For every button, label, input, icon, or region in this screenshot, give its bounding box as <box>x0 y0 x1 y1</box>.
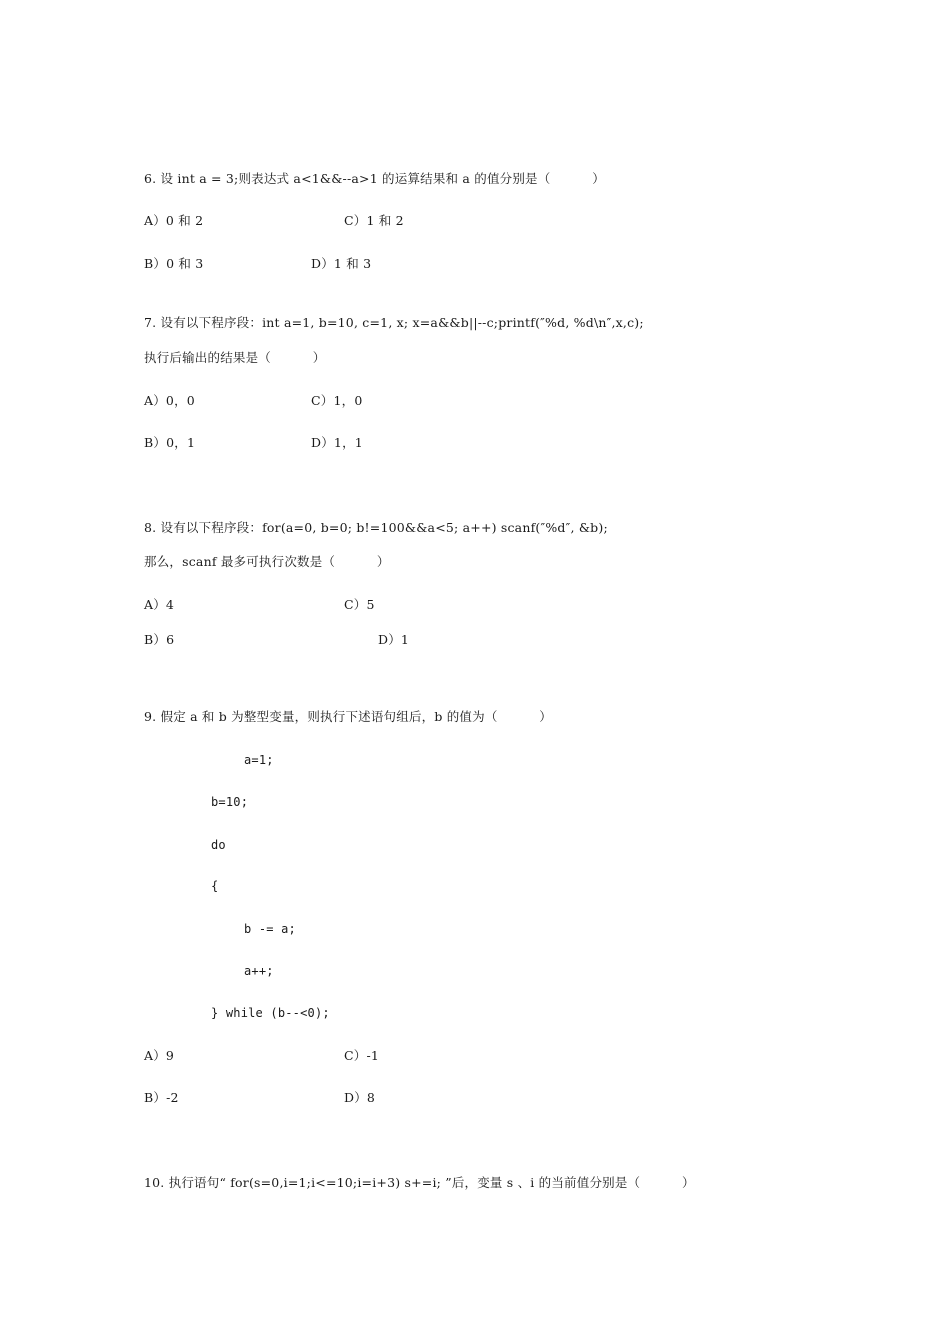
q9-code-line: { <box>211 879 219 893</box>
q9-code-line: b -= a; <box>244 922 296 936</box>
q9-option-b: B）-2 <box>144 1090 179 1105</box>
q6-option-d: D）1 和 3 <box>311 256 372 271</box>
q7-option-c: C）1，0 <box>311 393 363 408</box>
q7-stem-line2: 执行后输出的结果是（ ） <box>144 350 326 365</box>
q6-option-a: A）0 和 2 <box>144 213 204 228</box>
q8-option-c: C）5 <box>344 597 375 612</box>
q9-code-line: a++; <box>244 964 274 978</box>
q6-stem: 6. 设 int a = 3;则表达式 a<1&&--a>1 的运算结果和 a 的值分别是（ ） <box>144 171 605 186</box>
q8-option-d: D）1 <box>378 632 410 647</box>
q9-option-c: C）-1 <box>344 1048 380 1063</box>
q9-code-line: } while (b--<0); <box>211 1006 330 1020</box>
q8-stem: 8. 设有以下程序段：for(a=0, b=0; b!=100&&a<5; a++) scanf(″%d″, &b); <box>144 520 608 535</box>
q7-stem: 7. 设有以下程序段：int a=1, b=10, c=1, x; x=a&&b||--c;printf(″%d, %d\n″,x,c); <box>144 315 644 330</box>
q8-stem-line2: 那么，scanf 最多可执行次数是（ ） <box>144 554 390 569</box>
q9-code-line: a=1; <box>244 753 274 767</box>
q7-option-d: D）1，1 <box>311 435 363 450</box>
q8-option-a: A）4 <box>144 597 175 612</box>
q7-option-a: A）0，0 <box>144 393 195 408</box>
q9-option-a: A）9 <box>144 1048 175 1063</box>
q9-code-line: do <box>211 838 226 852</box>
q10-stem: 10. 执行语句“ for(s=0,i=1;i<=10;i=i+3) s+=i; ”后，变量 s 、i 的当前值分别是（ ） <box>144 1175 695 1190</box>
q6-option-b: B）0 和 3 <box>144 256 204 271</box>
q7-option-b: B）0，1 <box>144 435 196 450</box>
q9-option-d: D）8 <box>344 1090 376 1105</box>
q9-code-line: b=10; <box>211 795 249 809</box>
q6-option-c: C）1 和 2 <box>344 213 404 228</box>
q9-stem: 9. 假定 a 和 b 为整型变量，则执行下述语句组后，b 的值为（ ） <box>144 709 552 724</box>
q8-option-b: B）6 <box>144 632 175 647</box>
